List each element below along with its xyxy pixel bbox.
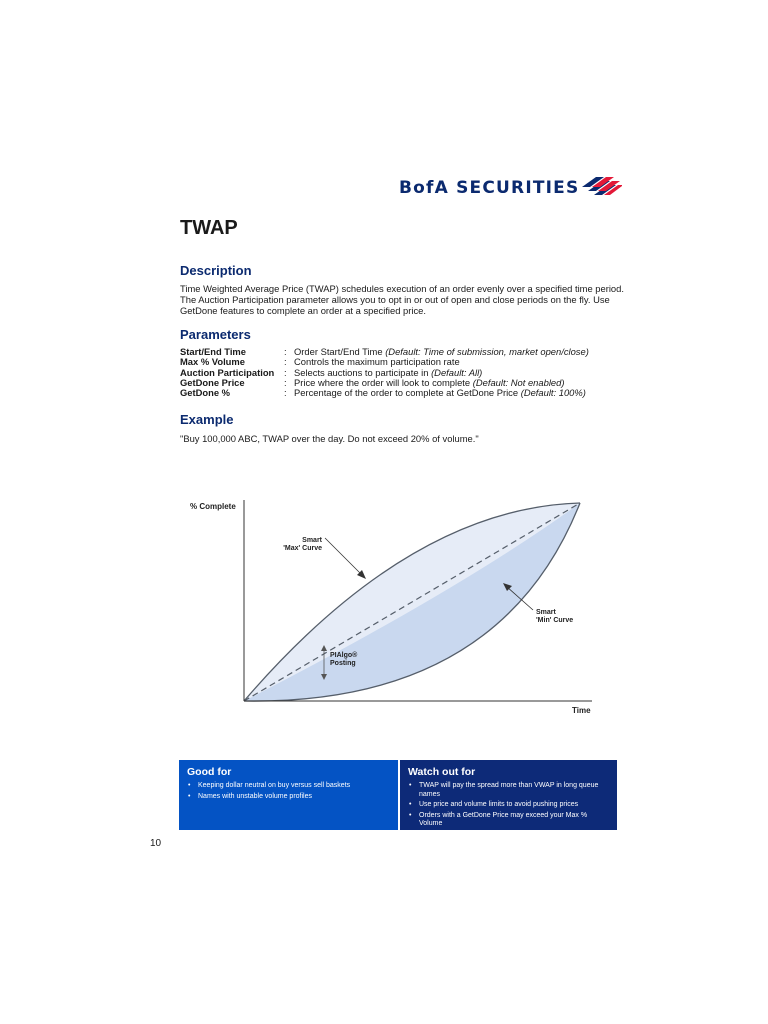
list-item: • Use price and volume limits to avoid pushing prices bbox=[408, 801, 609, 810]
parameter-name: Max % Volume bbox=[180, 356, 245, 368]
flag-icon bbox=[582, 175, 622, 201]
x-axis-label: Time bbox=[572, 706, 591, 715]
logo-wordmark: BofA SECURITIES bbox=[399, 178, 580, 198]
example-text: "Buy 100,000 ABC, TWAP over the day. Do not exceed 20% of volume." bbox=[180, 433, 479, 444]
parameter-row: Start/End Time : Order Start/End Time (Default: Time of submission, market open/close) bbox=[180, 346, 589, 357]
parameter-description: Price where the order will look to complete (Default: Not enabled) bbox=[294, 376, 565, 388]
bofa-securities-logo bbox=[399, 172, 624, 206]
description-text: Time Weighted Average Price (TWAP) schedules execution of an order evenly over a specified time period. The Auction Participation parameter allows you to opt in or out of open and close periods on the fly. Use GetDone features to complete an order at a specified price. bbox=[180, 283, 624, 316]
parameter-description: Selects auctions to participate in (Default: All) bbox=[294, 366, 483, 378]
posting-label: PIAlgo® bbox=[330, 652, 358, 659]
y-axis-label: % Complete bbox=[190, 502, 236, 511]
parameter-description: Order Start/End Time (Default: Time of submission, market open/close) bbox=[294, 346, 589, 357]
list-item: • TWAP will pay the spread more than VWAP in long queue names bbox=[408, 782, 609, 799]
parameter-name: Start/End Time bbox=[180, 346, 246, 357]
max-curve-label: 'Max' Curve bbox=[283, 545, 322, 552]
list-item: • Keeping dollar neutral on buy versus sell baskets bbox=[187, 782, 390, 791]
posting-label: Posting bbox=[330, 660, 356, 667]
parameter-row: Auction Participation : Selects auctions to participate in (Default: All) bbox=[180, 366, 483, 378]
parameters-heading: Parameters bbox=[180, 327, 251, 342]
description-heading: Description bbox=[180, 263, 252, 278]
parameters-list bbox=[180, 347, 640, 398]
watch-out-for-list bbox=[408, 782, 609, 829]
parameter-name: Auction Participation bbox=[180, 366, 275, 378]
parameter-description: Percentage of the order to complete at GetDone Price (Default: 100%) bbox=[294, 387, 586, 399]
page-title: TWAP bbox=[180, 217, 238, 239]
parameter-name: GetDone Price bbox=[180, 376, 245, 388]
max-curve-pointer bbox=[325, 538, 363, 576]
watch-out-for-panel bbox=[400, 760, 617, 830]
parameter-description: Controls the maximum participation rate bbox=[294, 356, 460, 368]
parameter-name: GetDone % bbox=[180, 387, 231, 399]
page-number: 10 bbox=[150, 838, 162, 849]
parameter-row: GetDone Price : Price where the order will look to complete (Default: Not enabled) bbox=[180, 376, 565, 388]
parameter-row: GetDone % : Percentage of the order to complete at GetDone Price (Default: 100%) bbox=[180, 387, 586, 399]
example-heading: Example bbox=[180, 412, 234, 427]
watch-out-for-title: Watch out for bbox=[408, 766, 476, 778]
good-for-list bbox=[187, 782, 390, 801]
max-curve-label: Smart bbox=[302, 537, 322, 544]
list-item: • Orders with a GetDone Price may exceed your Max % Volume bbox=[408, 812, 609, 829]
twap-curve-diagram bbox=[180, 490, 600, 720]
parameter-row: Max % Volume : Controls the maximum participation rate bbox=[180, 356, 460, 368]
min-curve-label: 'Min' Curve bbox=[536, 617, 574, 624]
list-item: • Names with unstable volume profiles bbox=[187, 793, 390, 802]
good-for-title: Good for bbox=[187, 766, 232, 778]
good-for-panel bbox=[179, 760, 398, 830]
min-curve-label: Smart bbox=[536, 609, 556, 616]
